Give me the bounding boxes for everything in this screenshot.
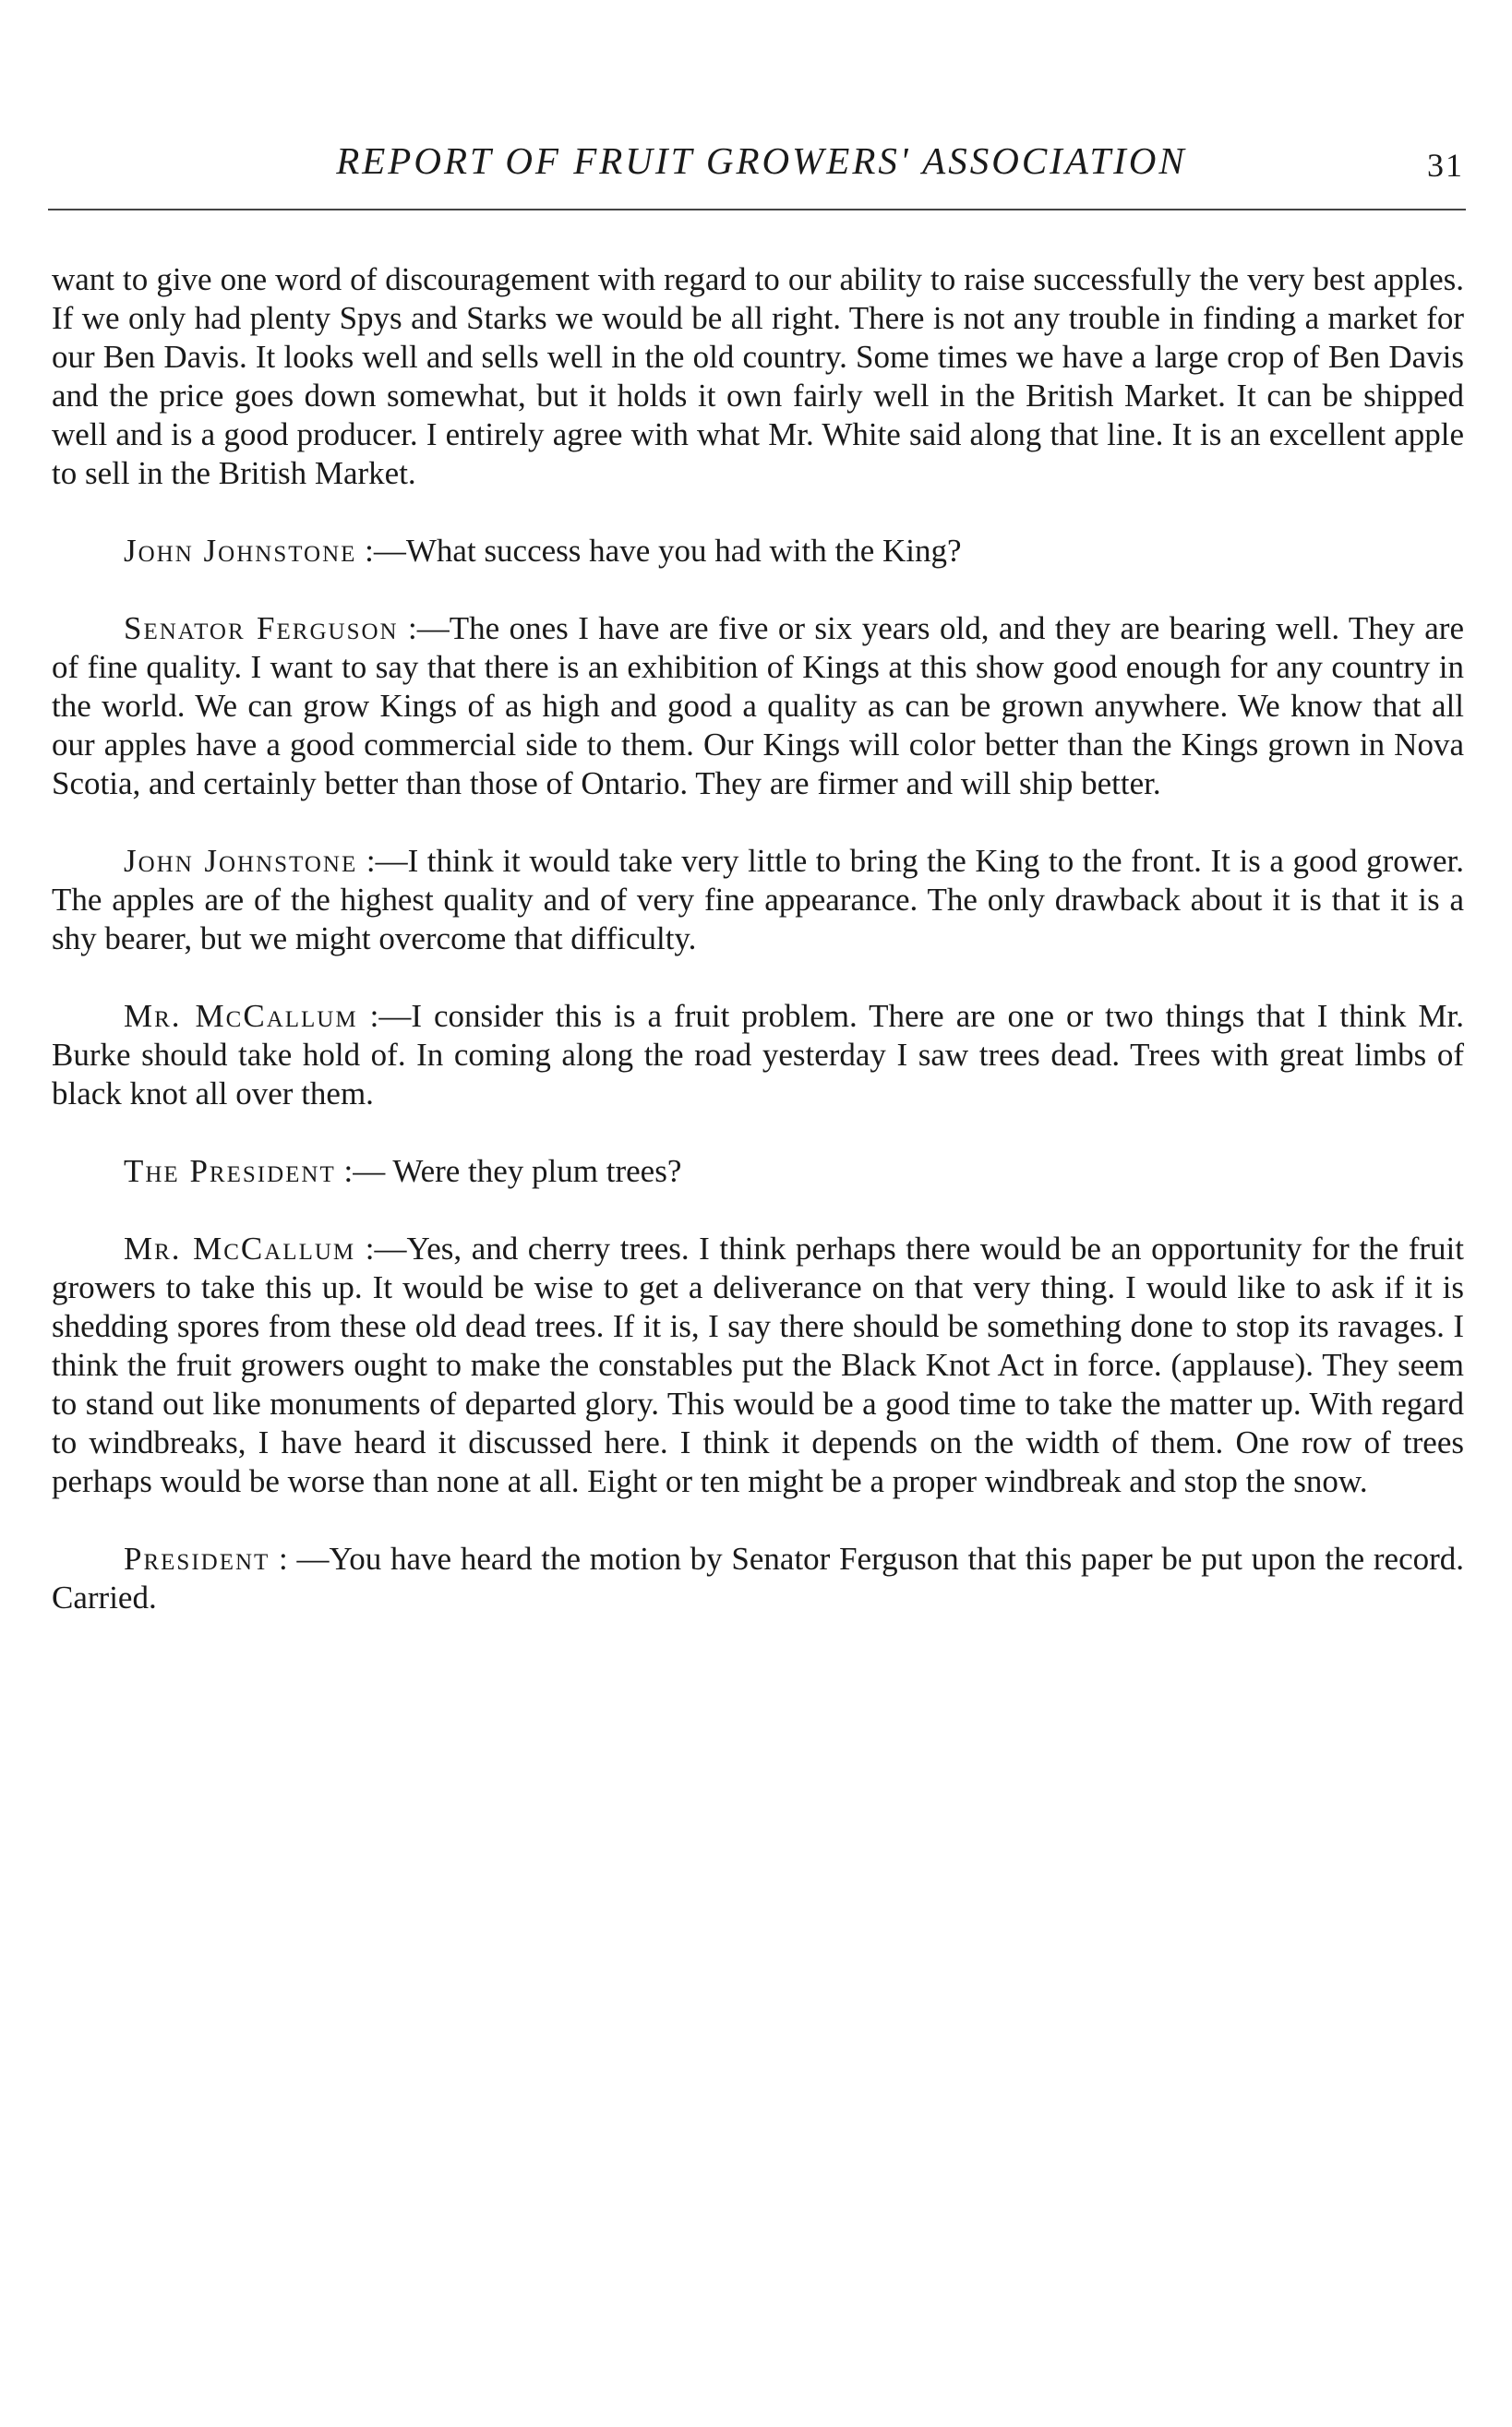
page-number: 31: [1427, 147, 1464, 184]
paragraph: [52, 1540, 1464, 1617]
speaker-name: John Johnstone: [124, 533, 357, 569]
paragraph-text: :— Were they plum trees?: [343, 1153, 682, 1189]
paragraph-text: : —You have heard the motion by Senator Ferguson that this paper be put upon the record. Carried.: [52, 1541, 1465, 1616]
paragraph-text: :—I think it would take very little to bring the King to the front. It is a good grower. The apples are of the highest quality and of very fine appearance. The only drawback about it is that it is a shy bearer, but we might overcome that difficulty.: [52, 843, 1465, 956]
paragraph-text: :—Yes, and cherry trees. I think perhaps there would be an opportunity for the fruit growers to take this up. It would be wise to get a deliverance on that very thing. I would like to ask if it is shedding spores from these old dead trees. If it is, I say there should be something done to stop its ravages. I think the fruit growers ought to make the constables put the Black Knot Act in force. (applause). They seem to stand out like monuments of departed glory. This would be a good time to take the matter up. With regard to windbreaks, I have heard it discussed here. I think it depends on the width of them. One row of trees perhaps would be worse than none at all. Eight or ten might be a proper windbreak and stop the snow.: [52, 1231, 1464, 1499]
speaker-name: President: [124, 1541, 270, 1577]
paragraph: [52, 1152, 1464, 1191]
speaker-name: The President: [124, 1153, 336, 1189]
paragraph: [52, 842, 1464, 958]
paragraph-text: :—The ones I have are five or six years old, and they are bearing well. They are of fine quality. I want to say that there is an exhibition of Kings at this show good enough for any country in the world. We can grow Kings of as high and good a quality as can be grown anywhere. We know that all our apples have a good commercial side to them. Our Kings will color better than the Kings grown in Nova Scotia, and certainly better than those of Ontario. They are firmer and will ship better.: [52, 610, 1464, 801]
running-title: REPORT OF FRUIT GROWERS' ASSOCIATION: [336, 139, 1187, 182]
paragraph-text: :—I consider this is a fruit problem. There are one or two things that I think Mr. Burke should take hold of. In coming along the road yesterday I saw trees dead. Trees with great limbs of black knot all over them.: [52, 998, 1464, 1111]
speaker-name: Mr. McCallum: [124, 1231, 356, 1267]
paragraph-text: want to give one word of discouragement with regard to our ability to raise successfully the very best apples. If we only had plenty Spys and Starks we would be all right. There is not any trouble in finding a market for our Ben Davis. It looks well and sells well in the old country. Some times we have a large crop of Ben Davis and the price goes down somewhat, but it holds it own fairly well in the British Market. It can be shipped well and is a good producer. I entirely agree with what Mr. White said along that line. It is an excellent apple to sell in the British Market.: [52, 261, 1464, 491]
speaker-name: Mr. McCallum: [124, 998, 358, 1034]
speaker-name: John Johnstone: [124, 843, 358, 879]
body-text: [52, 260, 1464, 1656]
speaker-name: Senator Ferguson: [124, 610, 399, 646]
paragraph: [52, 1230, 1464, 1501]
running-head: [0, 138, 1512, 194]
paragraph: [52, 997, 1464, 1113]
paragraph: [52, 532, 1464, 571]
paragraph: [52, 609, 1464, 803]
paragraph-text: :—What success have you had with the King?: [365, 533, 962, 569]
header-rule: [48, 209, 1466, 210]
paragraph: [52, 260, 1464, 493]
